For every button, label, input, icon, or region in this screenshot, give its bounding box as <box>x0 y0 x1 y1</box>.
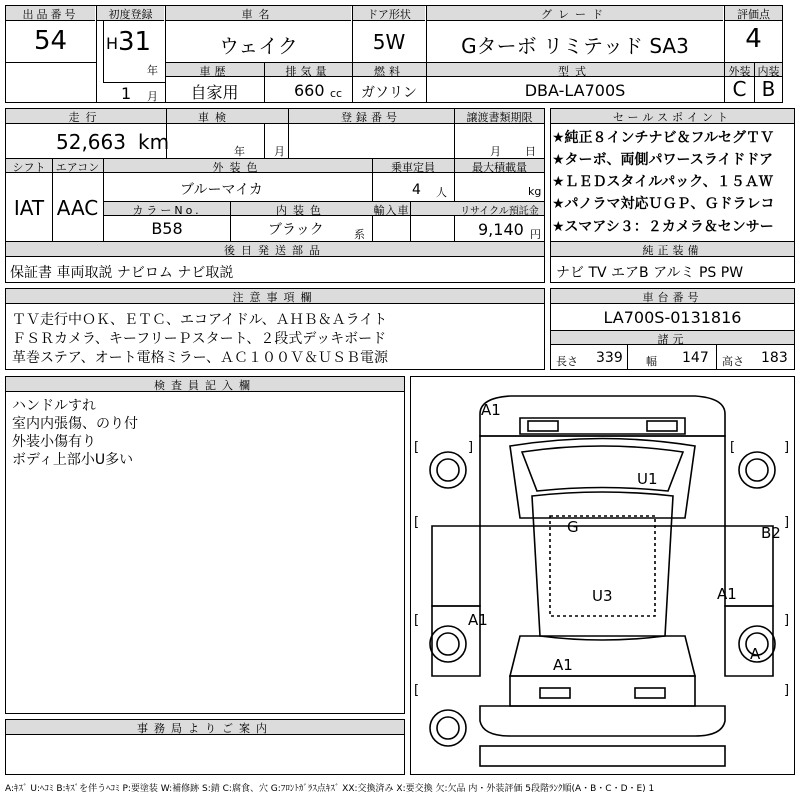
svg-text:]: ] <box>784 440 790 455</box>
equipment-label: 純正装備 <box>642 244 703 257</box>
length-value: 339 <box>596 350 623 366</box>
displacement-unit: cc <box>330 87 343 100</box>
recycle-fee: 9,140 <box>478 220 524 239</box>
office-label: 事務局よりご案内 <box>137 722 273 735</box>
notes-line: ＦＳＲカメラ、キーフリーＰスタート、２段式デッキボード <box>12 331 387 347</box>
later-parts-label: 後日発送部品 <box>224 244 326 257</box>
capacity-unit: 人 <box>436 186 447 199</box>
exterior-label: 外装 <box>728 65 751 78</box>
fuel-value: ガソリン <box>361 85 417 101</box>
transfer-month-unit: 月 <box>490 145 501 158</box>
damage-mark: G <box>567 518 579 536</box>
interior-grade: B <box>761 77 776 101</box>
ac-value: AAC <box>56 196 99 220</box>
notes-label: 注意事項欄 <box>232 291 318 304</box>
selling-point-item: ★スマアシ３：２カメラ＆センサー <box>552 219 774 235</box>
notes-line: ＴＶ走行中ＯＫ、ＥＴＣ、エコアイドル、ＡＨＢ＆Ａライト <box>12 312 388 328</box>
damage-mark: A1 <box>481 401 501 419</box>
exterior-color-label: 外装色 <box>212 161 264 174</box>
height-label: 高さ <box>722 355 744 368</box>
equipment-value: ナビ TV エアB アルミ PS PW <box>556 265 744 281</box>
registration-year: 31 <box>118 27 152 57</box>
inspector-line: ボディ上部小U多い <box>12 452 134 468</box>
import-label: 輸入車 <box>373 204 410 217</box>
exterior-grade: C <box>732 77 747 101</box>
interior-color-unit: 系 <box>354 228 365 241</box>
selling-points-label: セールスポイント <box>612 111 732 124</box>
shift-value: IAT <box>13 196 45 220</box>
interior-color-label: 内装色 <box>276 204 327 217</box>
score-label: 評価点 <box>737 8 770 21</box>
height-value: 183 <box>761 350 788 366</box>
ac-label: エアコン <box>55 161 100 174</box>
interior-color: ブラック <box>268 222 324 238</box>
damage-mark: B2 <box>761 524 781 542</box>
mileage-value: 52,663 <box>56 130 126 154</box>
capacity-label: 乗車定員 <box>391 161 435 174</box>
transfer-deadline-label: 譲渡書類期限 <box>466 111 533 124</box>
damage-mark: A1 <box>468 611 488 629</box>
selling-point-item: ★ターボ、両側パワースライドドア <box>552 152 774 168</box>
exterior-color: ブルーマイカ <box>180 182 263 198</box>
inspection-year-unit: 年 <box>234 145 245 158</box>
svg-text:[: [ <box>414 683 420 698</box>
inspector-line: 外装小傷有り <box>12 434 96 450</box>
svg-text:]: ] <box>784 515 790 530</box>
selling-point-item: ★純正８インチナビ＆フルセグＴＶ <box>552 130 774 146</box>
svg-text:[: [ <box>414 515 420 530</box>
svg-text:[: [ <box>414 440 420 455</box>
max-load-label: 最大積載量 <box>472 161 527 174</box>
score-value: 4 <box>745 24 762 54</box>
history-label: 車歴 <box>199 65 230 78</box>
svg-text:]: ] <box>784 683 790 698</box>
length-label: 長さ <box>556 355 578 368</box>
door-type: 5W <box>372 30 406 54</box>
damage-mark: A1 <box>553 656 573 674</box>
svg-text:[: [ <box>730 440 736 455</box>
later-parts-value: 保証書 車両取説 ナビロム ナビ取説 <box>10 265 234 281</box>
capacity-value: 4 <box>412 182 421 198</box>
transfer-day-unit: 日 <box>525 145 536 158</box>
car-name: ウェイク <box>219 34 298 58</box>
damage-mark: U3 <box>592 587 613 605</box>
recycle-label: リサイクル預託金 <box>460 206 539 217</box>
month-unit: 月 <box>147 90 158 103</box>
mileage-label: 走行 <box>68 111 103 124</box>
registration-number-label: 登録番号 <box>341 111 401 124</box>
damage-mark: A1 <box>717 585 737 603</box>
lot-number-label: 出品番号 <box>22 8 79 21</box>
year-unit: 年 <box>147 64 158 77</box>
width-label: 幅 <box>646 355 657 368</box>
chassis-number: LA700S-0131816 <box>603 308 742 327</box>
mileage-unit: km <box>138 130 170 154</box>
selling-point-item: ★ＬＥＤスタイルパック、１５ＡＷ <box>552 174 773 190</box>
lot-number-value: 54 <box>33 26 68 56</box>
model-label: 型式 <box>558 65 592 78</box>
car-diagram <box>410 376 795 775</box>
grade: Gターボ リミテッド SA3 <box>461 34 689 58</box>
svg-text:]: ] <box>784 613 790 628</box>
inspection-label: 車検 <box>198 111 232 124</box>
damage-mark: U1 <box>637 470 658 488</box>
notes-line: 革巻ステア、オート電格ミラー、ＡＣ１００Ｖ＆ＵＳＢ電源 <box>12 350 389 366</box>
svg-text:]: ] <box>468 440 474 455</box>
car-name-label: 車名 <box>241 8 276 21</box>
grade-label: グレード <box>541 8 609 21</box>
color-number: B58 <box>151 219 183 238</box>
inspector-line: 室内内張傷、のり付 <box>12 416 138 432</box>
recycle-unit: 円 <box>530 228 541 241</box>
displacement-value: 660 <box>294 81 325 100</box>
dims-label: 諸元 <box>657 333 688 346</box>
inspection-month-unit: 月 <box>274 145 285 158</box>
legend-text: A:ｷｽﾞ U:ﾍｺﾐ B:ｷｽﾞを伴うﾍｺﾐ P:要塗装 W:補修跡 S:錆 C:腐食、穴 G:ﾌﾛﾝﾄｶﾞﾗｽ点ｷｽﾞ XX:交換済み X:要交換 欠:欠品 内・外装評価 5段階ﾗﾝｸ順(A・B・C・D・E) 1 <box>5 784 655 794</box>
inspector-label: 検査員記入欄 <box>154 379 256 392</box>
inspector-line: ハンドルすれ <box>12 398 96 414</box>
color-number-label: カラーNo. <box>132 204 202 217</box>
registration-month: 1 <box>121 84 132 103</box>
era-mark: H <box>106 34 119 53</box>
svg-text:[: [ <box>414 613 420 628</box>
chassis-label: 車台番号 <box>642 291 703 304</box>
model-code: DBA-LA700S <box>524 81 626 100</box>
damage-mark: A <box>750 645 761 663</box>
shift-label: シフト <box>12 161 46 174</box>
history-value: 自家用 <box>190 83 239 102</box>
interior-label: 内装 <box>757 65 780 78</box>
displacement-label: 排気量 <box>285 65 331 78</box>
width-value: 147 <box>682 350 709 366</box>
fuel-label: 燃料 <box>374 65 404 78</box>
selling-point-item: ★パノラマ対応ＵＧＰ、Ｇドラレコ <box>552 196 775 212</box>
max-load-unit: kg <box>528 185 542 198</box>
first-registration-label: 初度登録 <box>108 8 153 21</box>
door-label: ドア形状 <box>367 8 411 21</box>
